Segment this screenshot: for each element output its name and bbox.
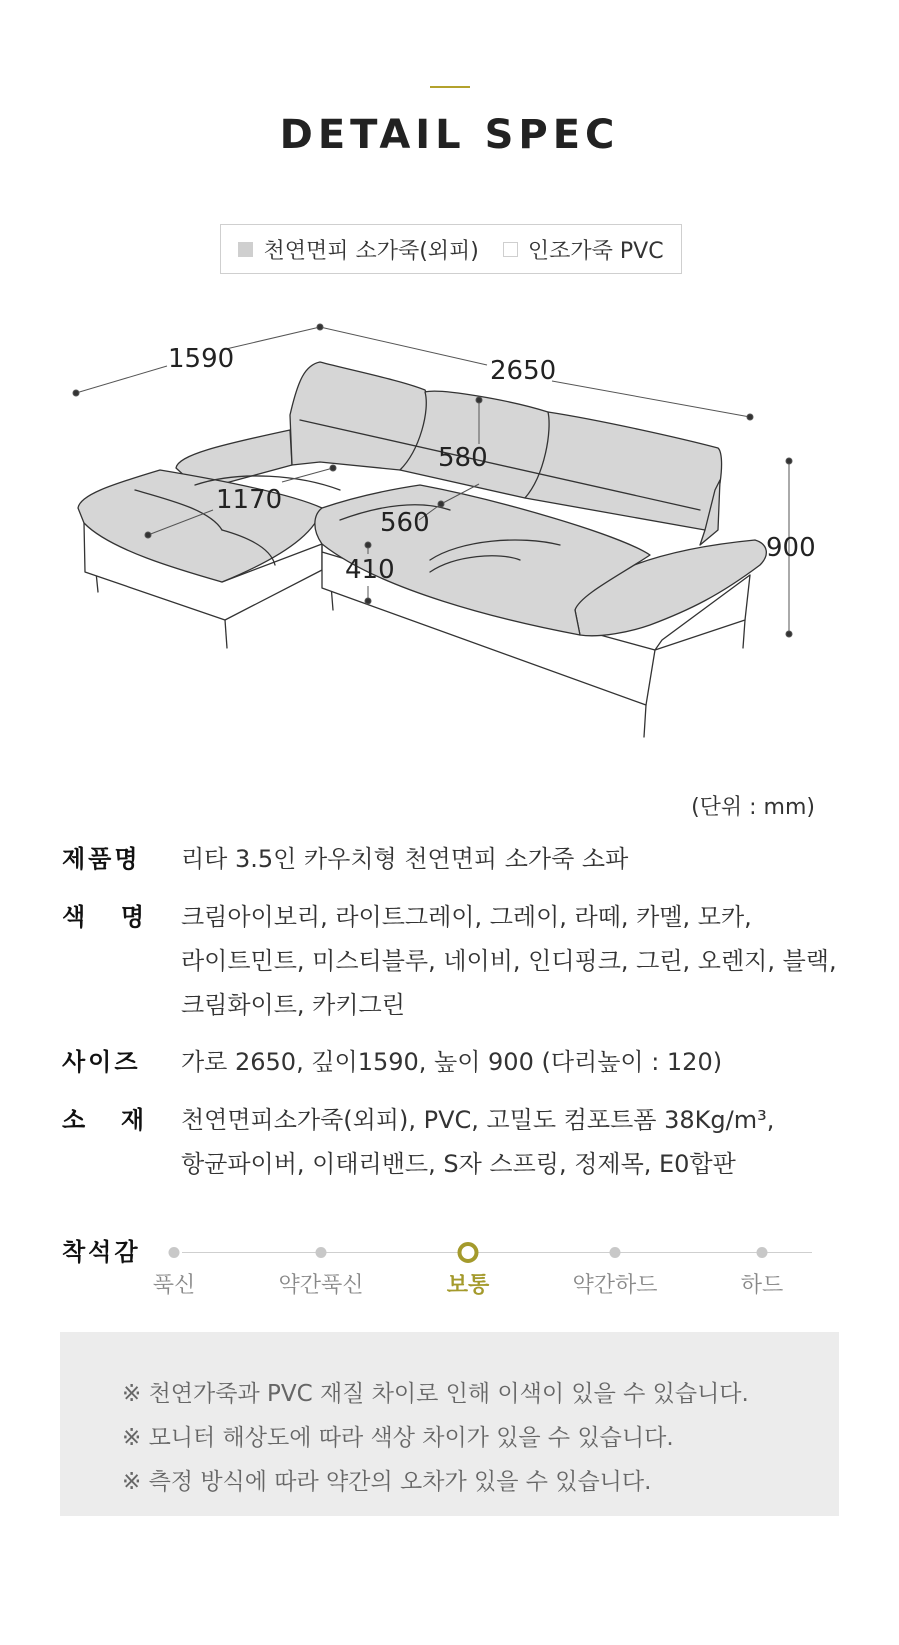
comfort-level-label: 푹신 [152, 1273, 196, 1298]
unit-note: (단위 : mm) [691, 795, 815, 820]
legend-pvc-label: 인조가죽 PVC [527, 238, 664, 264]
dim-depth-label: 1590 [168, 344, 235, 374]
sofa-dimension-diagram [0, 320, 899, 780]
spec-row-size [62, 1040, 841, 1084]
comfort-dot [610, 1247, 621, 1258]
leather-swatch-icon [238, 242, 253, 257]
legend-item-pvc [503, 234, 664, 265]
spec-label-color [62, 895, 181, 1027]
spec-value-size: 가로 2650, 깊이1590, 높이 900 (다리높이 : 120) [181, 1048, 723, 1076]
comfort-dot [169, 1247, 180, 1258]
legend-item-leather [238, 234, 478, 265]
notice-line: ※ 측정 방식에 따라 약간의 오차가 있을 수 있습니다. [122, 1469, 652, 1495]
notice-line: ※ 모니터 해상도에 따라 색상 차이가 있을 수 있습니다. [122, 1425, 674, 1451]
comfort-dot [757, 1247, 768, 1258]
page-title: DETAIL SPEC [279, 112, 620, 158]
legend-leather-label: 천연면피 소가죽(외피) [263, 238, 479, 264]
title-accent-rule [430, 86, 470, 88]
spec-label-color-2: 명 [120, 903, 144, 931]
notice-box [60, 1332, 839, 1516]
spec-label-material-2: 재 [120, 1106, 144, 1134]
comfort-level-label: 하드 [740, 1273, 784, 1298]
dim-chaise-width-label: 1170 [216, 485, 283, 515]
spec-label-material-1: 소 [62, 1106, 86, 1134]
notice-line: ※ 천연가죽과 PVC 재질 차이로 인해 이색이 있을 수 있습니다. [122, 1381, 749, 1407]
pvc-swatch-icon [503, 242, 518, 257]
spec-label-color-1: 색 [62, 903, 86, 931]
spec-label-size: 사이즈 [62, 1048, 141, 1076]
spec-row-material [62, 1098, 841, 1186]
spec-value-material: 천연면피소가죽(외피), PVC, 고밀도 컴포트폼 38Kg/m³, 항균파이버, 이태리밴드, S자 스프링, 정제목, E0합판 [181, 1106, 775, 1178]
comfort-scale [62, 1230, 842, 1300]
dim-total-height-label: 900 [766, 533, 816, 563]
spec-label-product: 제품명 [62, 845, 141, 873]
spec-label-material [62, 1098, 181, 1186]
dim-back-height-label: 580 [438, 443, 488, 473]
spec-value-color: 크림아이보리, 라이트그레이, 그레이, 라떼, 카멜, 모카, 라이트민트, 미스티블루, 네이비, 인디핑크, 그린, 오렌지, 블랙, 크림화이트, 카키그린 [181, 903, 837, 1019]
dim-width-label: 2650 [490, 356, 557, 386]
spec-row-product [62, 837, 841, 881]
spec-value-product: 리타 3.5인 카우치형 천연면피 소가죽 소파 [181, 845, 629, 873]
dim-seat-depth-label: 560 [380, 508, 430, 538]
comfort-level-label: 약간하드 [572, 1273, 658, 1298]
material-legend [220, 224, 682, 274]
comfort-dot [316, 1247, 327, 1258]
comfort-label: 착석감 [62, 1238, 141, 1266]
comfort-dot [458, 1242, 479, 1263]
comfort-level-label: 보통 [446, 1273, 490, 1298]
spec-row-color [62, 895, 841, 1027]
comfort-level-label: 약간푹신 [278, 1273, 364, 1298]
dim-seat-height-label: 410 [345, 555, 395, 585]
comfort-track [182, 1252, 812, 1253]
